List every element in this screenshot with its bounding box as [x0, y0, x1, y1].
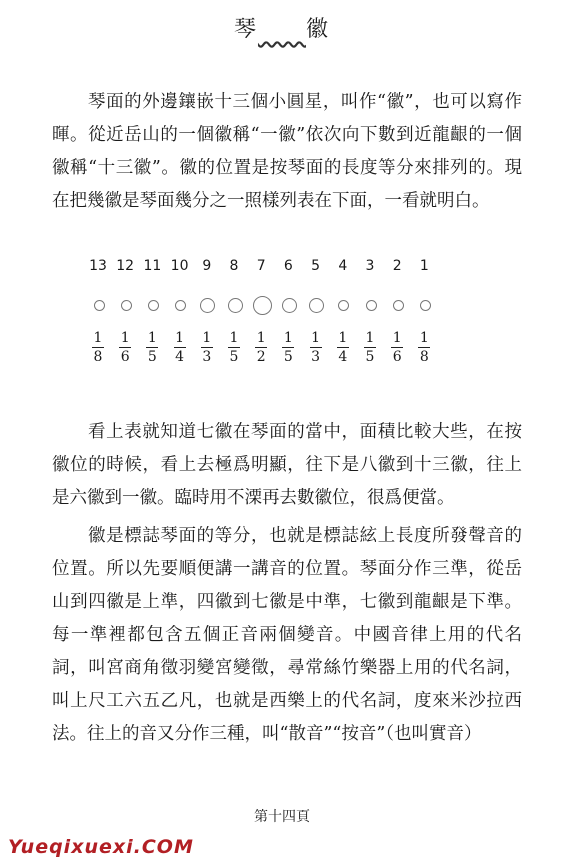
fraction-bar — [174, 347, 186, 348]
fraction-bar — [282, 347, 294, 348]
site-watermark: Yueqixuexi.COM — [8, 836, 194, 858]
hui-marker-icon — [420, 300, 431, 311]
hui-marker-icon — [253, 296, 272, 315]
fraction-numerator: 1 — [120, 330, 130, 346]
fraction-bar — [228, 347, 240, 348]
fraction-bar — [119, 347, 131, 348]
intro-paragraph: 琴面的外邊鑲嵌十三個小圓星，叫作“徽”，也可以寫作暉。從近岳山的一個徽稱“一徽”依次向下數到近龍齦的一個徽稱“十三徽”。徽的位置是按琴面的長度等分來排列的。現在把幾徽是琴面幾分之一照樣列表在下面，一看就明白。 — [52, 92, 522, 211]
hui-number-1: 1 — [419, 258, 429, 274]
page-number: 第十四頁 — [254, 809, 310, 825]
hui-marker-icon — [94, 300, 105, 311]
hui-fraction — [329, 330, 357, 365]
fraction-bar — [364, 347, 376, 348]
hui-fraction — [84, 330, 112, 365]
fraction-bar — [337, 347, 349, 348]
fraction-numerator: 1 — [392, 330, 402, 346]
hui-number-4: 4 — [338, 258, 348, 274]
hui-marker-icon — [175, 300, 186, 311]
hui-marker-icon — [148, 300, 159, 311]
fraction-denominator: 5 — [283, 349, 293, 365]
fraction-denominator: 8 — [93, 349, 103, 365]
hui-number-2: 2 — [392, 258, 402, 274]
hui-fraction — [274, 330, 302, 365]
hui-marker-icon — [228, 298, 243, 313]
hui-fraction — [138, 330, 166, 365]
fraction-numerator: 1 — [229, 330, 239, 346]
fraction-denominator: 4 — [175, 349, 185, 365]
title-wavy-underline — [258, 17, 306, 42]
fraction-numerator: 1 — [283, 330, 293, 346]
fraction-numerator: 1 — [93, 330, 103, 346]
title-char-qin: 琴 — [233, 17, 258, 42]
fraction-denominator: 5 — [147, 349, 157, 365]
hui-number-10: 10 — [170, 258, 189, 274]
hui-position-table — [78, 258, 508, 365]
fraction-bar — [255, 347, 267, 348]
hui-number-6: 6 — [283, 258, 293, 274]
fraction-numerator: 1 — [419, 330, 429, 346]
hui-fraction — [166, 330, 194, 365]
hui-marker-icon — [393, 300, 404, 311]
fraction-numerator: 1 — [175, 330, 185, 346]
fraction-bar — [310, 347, 322, 348]
fraction-numerator: 1 — [365, 330, 375, 346]
hui-marker-icon — [309, 298, 324, 313]
fraction-numerator: 1 — [311, 330, 321, 346]
fraction-denominator: 4 — [338, 349, 348, 365]
hui-number-12: 12 — [116, 258, 135, 274]
hui-number-11: 11 — [143, 258, 162, 274]
explanation-paragraph: 看上表就知道七徽在琴面的當中，面積比較大些，在按徽位的時候，看上去極爲明顯，往下是八徽到十三徽，往上是六徽到一徽。臨時用不溧再去數徽位，很爲便當。 — [52, 422, 522, 508]
fraction-denominator: 6 — [120, 349, 130, 365]
fraction-bar — [201, 347, 213, 348]
hui-number-8: 8 — [229, 258, 239, 274]
hui-fraction — [410, 330, 438, 365]
hui-fraction — [193, 330, 221, 365]
hui-fraction — [302, 330, 330, 365]
title-char-hui: 徽 — [306, 17, 331, 42]
hui-fraction — [111, 330, 139, 365]
page-title — [0, 12, 564, 43]
hui-number-5: 5 — [311, 258, 321, 274]
hui-number-3: 3 — [365, 258, 375, 274]
fraction-numerator: 1 — [202, 330, 212, 346]
fraction-numerator: 1 — [338, 330, 348, 346]
fraction-denominator: 5 — [229, 349, 239, 365]
hui-number-13: 13 — [89, 258, 107, 274]
fraction-bar — [92, 347, 104, 348]
hui-number-7: 7 — [256, 258, 266, 274]
fraction-denominator: 5 — [365, 349, 375, 365]
hui-table-row — [78, 258, 508, 365]
fraction-bar — [391, 347, 403, 348]
fraction-denominator: 3 — [202, 349, 212, 365]
fraction-bar — [146, 347, 158, 348]
hui-marker-icon — [282, 298, 297, 313]
hui-fraction — [383, 330, 411, 365]
fraction-bar — [418, 347, 430, 348]
hui-fraction — [220, 330, 248, 365]
hui-marker-icon — [200, 298, 215, 313]
fraction-numerator: 1 — [256, 330, 266, 346]
hui-marker-icon — [338, 300, 349, 311]
fraction-denominator: 2 — [256, 349, 266, 365]
hui-fraction — [247, 330, 275, 365]
sound-position-paragraph: 徽是標誌琴面的等分，也就是標誌絃上長度所發聲音的位置。所以先要順便講一講音的位置。琴面分作三準，從岳山到四徽是上準，四徽到七徽是中準，七徽到龍齦是下準。每一準裡都包含五個正音兩個變音。中國音律上用的代名詞，叫宮商角徵羽變宮變徵，尋常絲竹樂器上用的代名詞，叫上尺工六五乙凡，也就是西樂上的代名詞，度來米沙拉西法。往上的音又分作三種，叫“散音”“按音”（也叫實音） — [52, 526, 522, 744]
fraction-denominator: 6 — [392, 349, 402, 365]
hui-marker-icon — [366, 300, 377, 311]
fraction-denominator: 3 — [311, 349, 321, 365]
fraction-denominator: 8 — [419, 349, 429, 365]
hui-marker-icon — [121, 300, 132, 311]
hui-number-9: 9 — [202, 258, 212, 274]
hui-fraction — [356, 330, 384, 365]
fraction-numerator: 1 — [147, 330, 157, 346]
